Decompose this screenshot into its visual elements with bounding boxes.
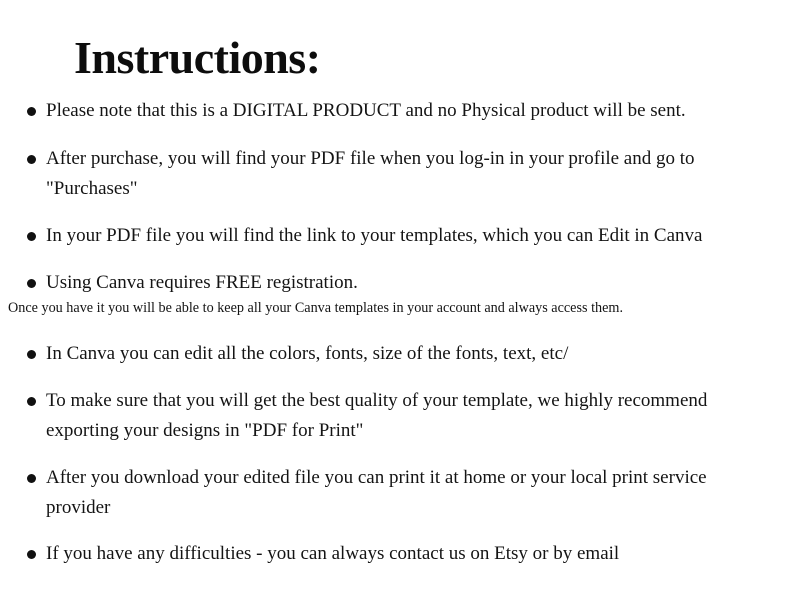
instruction-text-continued: provider xyxy=(46,497,111,518)
instruction-text: Please note that this is a DIGITAL PRODUCT and no Physical product will be sent. xyxy=(46,100,686,121)
instruction-text-continued: "Purchases" xyxy=(46,178,138,199)
bullet-icon xyxy=(27,279,36,288)
bullet-icon xyxy=(27,107,36,116)
page-title: Instructions: xyxy=(74,32,321,83)
instruction-text: If you have any difficulties - you can always contact us on Etsy or by email xyxy=(46,543,620,564)
bullet-icon xyxy=(27,232,36,241)
bullet-icon xyxy=(27,350,36,359)
instruction-text: After purchase, you will find your PDF file when you log-in in your profile and go to xyxy=(46,148,695,169)
bullet-icon xyxy=(27,155,36,164)
instruction-text-continued: exporting your designs in "PDF for Print" xyxy=(46,420,364,441)
instruction-text: In your PDF file you will find the link to your templates, which you can Edit in Canva xyxy=(46,225,703,246)
bullet-icon xyxy=(27,397,36,406)
instruction-text: In Canva you can edit all the colors, fonts, size of the fonts, text, etc/ xyxy=(46,343,569,364)
bullet-icon xyxy=(27,550,36,559)
instruction-text: After you download your edited file you can print it at home or your local print service xyxy=(46,467,707,488)
instruction-text: To make sure that you will get the best quality of your template, we highly recommend xyxy=(46,390,708,411)
bullet-icon xyxy=(27,474,36,483)
instruction-text: Using Canva requires FREE registration. xyxy=(46,272,358,293)
registration-note: Once you have it you will be able to keep all your Canva templates in your account and always access them. xyxy=(8,300,623,316)
